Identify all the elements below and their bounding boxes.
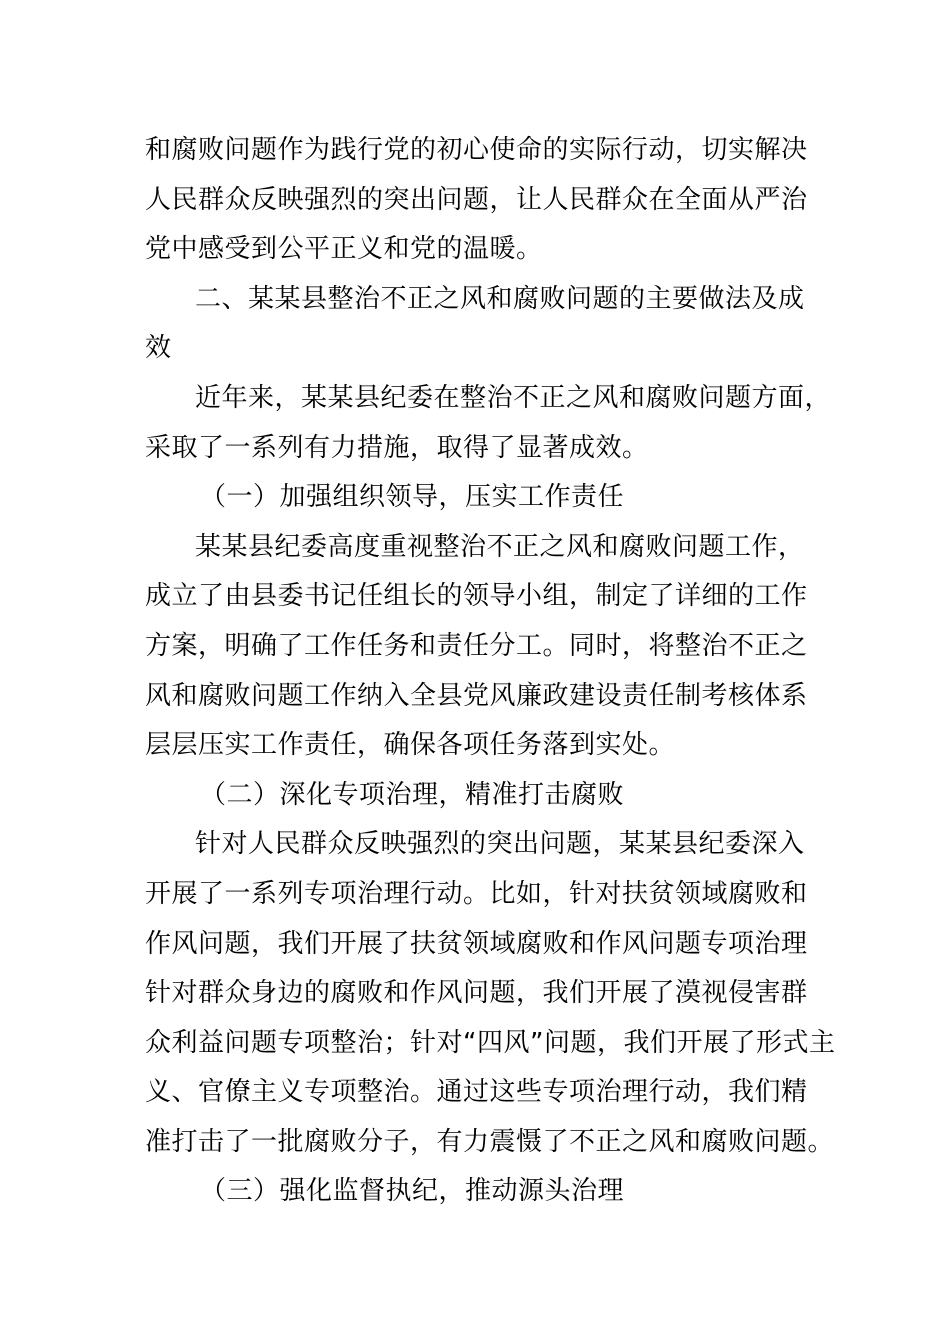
- section-heading-line: 效: [145, 333, 172, 364]
- body-line: 针对人民群众反映强烈的突出问题，某某县纪委深入: [195, 829, 805, 860]
- body-line: 方案，明确了工作任务和责任分工。同时，将整治不正之: [145, 630, 808, 661]
- body-line: 风和腐败问题工作纳入全县党风廉政建设责任制考核体系: [145, 680, 808, 711]
- body-line: 采取了一系列有力措施，取得了显著成效。: [145, 432, 649, 463]
- subsection-heading: （二）深化专项治理，精准打击腐败: [200, 779, 625, 810]
- body-line: 成立了由县委书记任组长的领导小组，制定了详细的工作: [145, 581, 808, 612]
- body-line: 准打击了一批腐败分子，有力震慑了不正之风和腐败问题。: [145, 1126, 835, 1157]
- subsection-heading: （三）强化监督执纪，推动源头治理: [200, 1176, 625, 1207]
- body-line: 义、官僚主义专项整治。通过这些专项治理行动，我们精: [145, 1077, 808, 1108]
- body-line: 针对群众身边的腐败和作风问题，我们开展了漠视侵害群: [145, 978, 808, 1009]
- body-line: 近年来，某某县纪委在整治不正之风和腐败问题方面，: [195, 382, 832, 413]
- subsection-heading: （一）加强组织领导，压实工作责任: [200, 482, 625, 513]
- body-line: 和腐败问题作为践行党的初心使命的实际行动，切实解决: [145, 135, 808, 165]
- body-line: 某某县纪委高度重视整治不正之风和腐败问题工作，: [195, 531, 805, 562]
- body-line: 党中感受到公平正义和党的温暖。: [145, 234, 543, 265]
- body-line: 层层压实工作责任，确保各项任务落到实处。: [145, 730, 676, 761]
- body-line: 作风问题，我们开展了扶贫领域腐败和作风问题专项治理: [145, 928, 808, 959]
- body-line: 众利益问题专项整治；针对“四风”问题，我们开展了形式主: [145, 1027, 836, 1058]
- body-line: 人民群众反映强烈的突出问题，让人民群众在全面从严治: [145, 184, 808, 215]
- document-body: [145, 126, 835, 1217]
- body-line: 开展了一系列专项治理行动。比如，针对扶贫领域腐败和: [145, 878, 808, 909]
- section-heading-line: 二、某某县整治不正之风和腐败问题的主要做法及成: [195, 283, 805, 314]
